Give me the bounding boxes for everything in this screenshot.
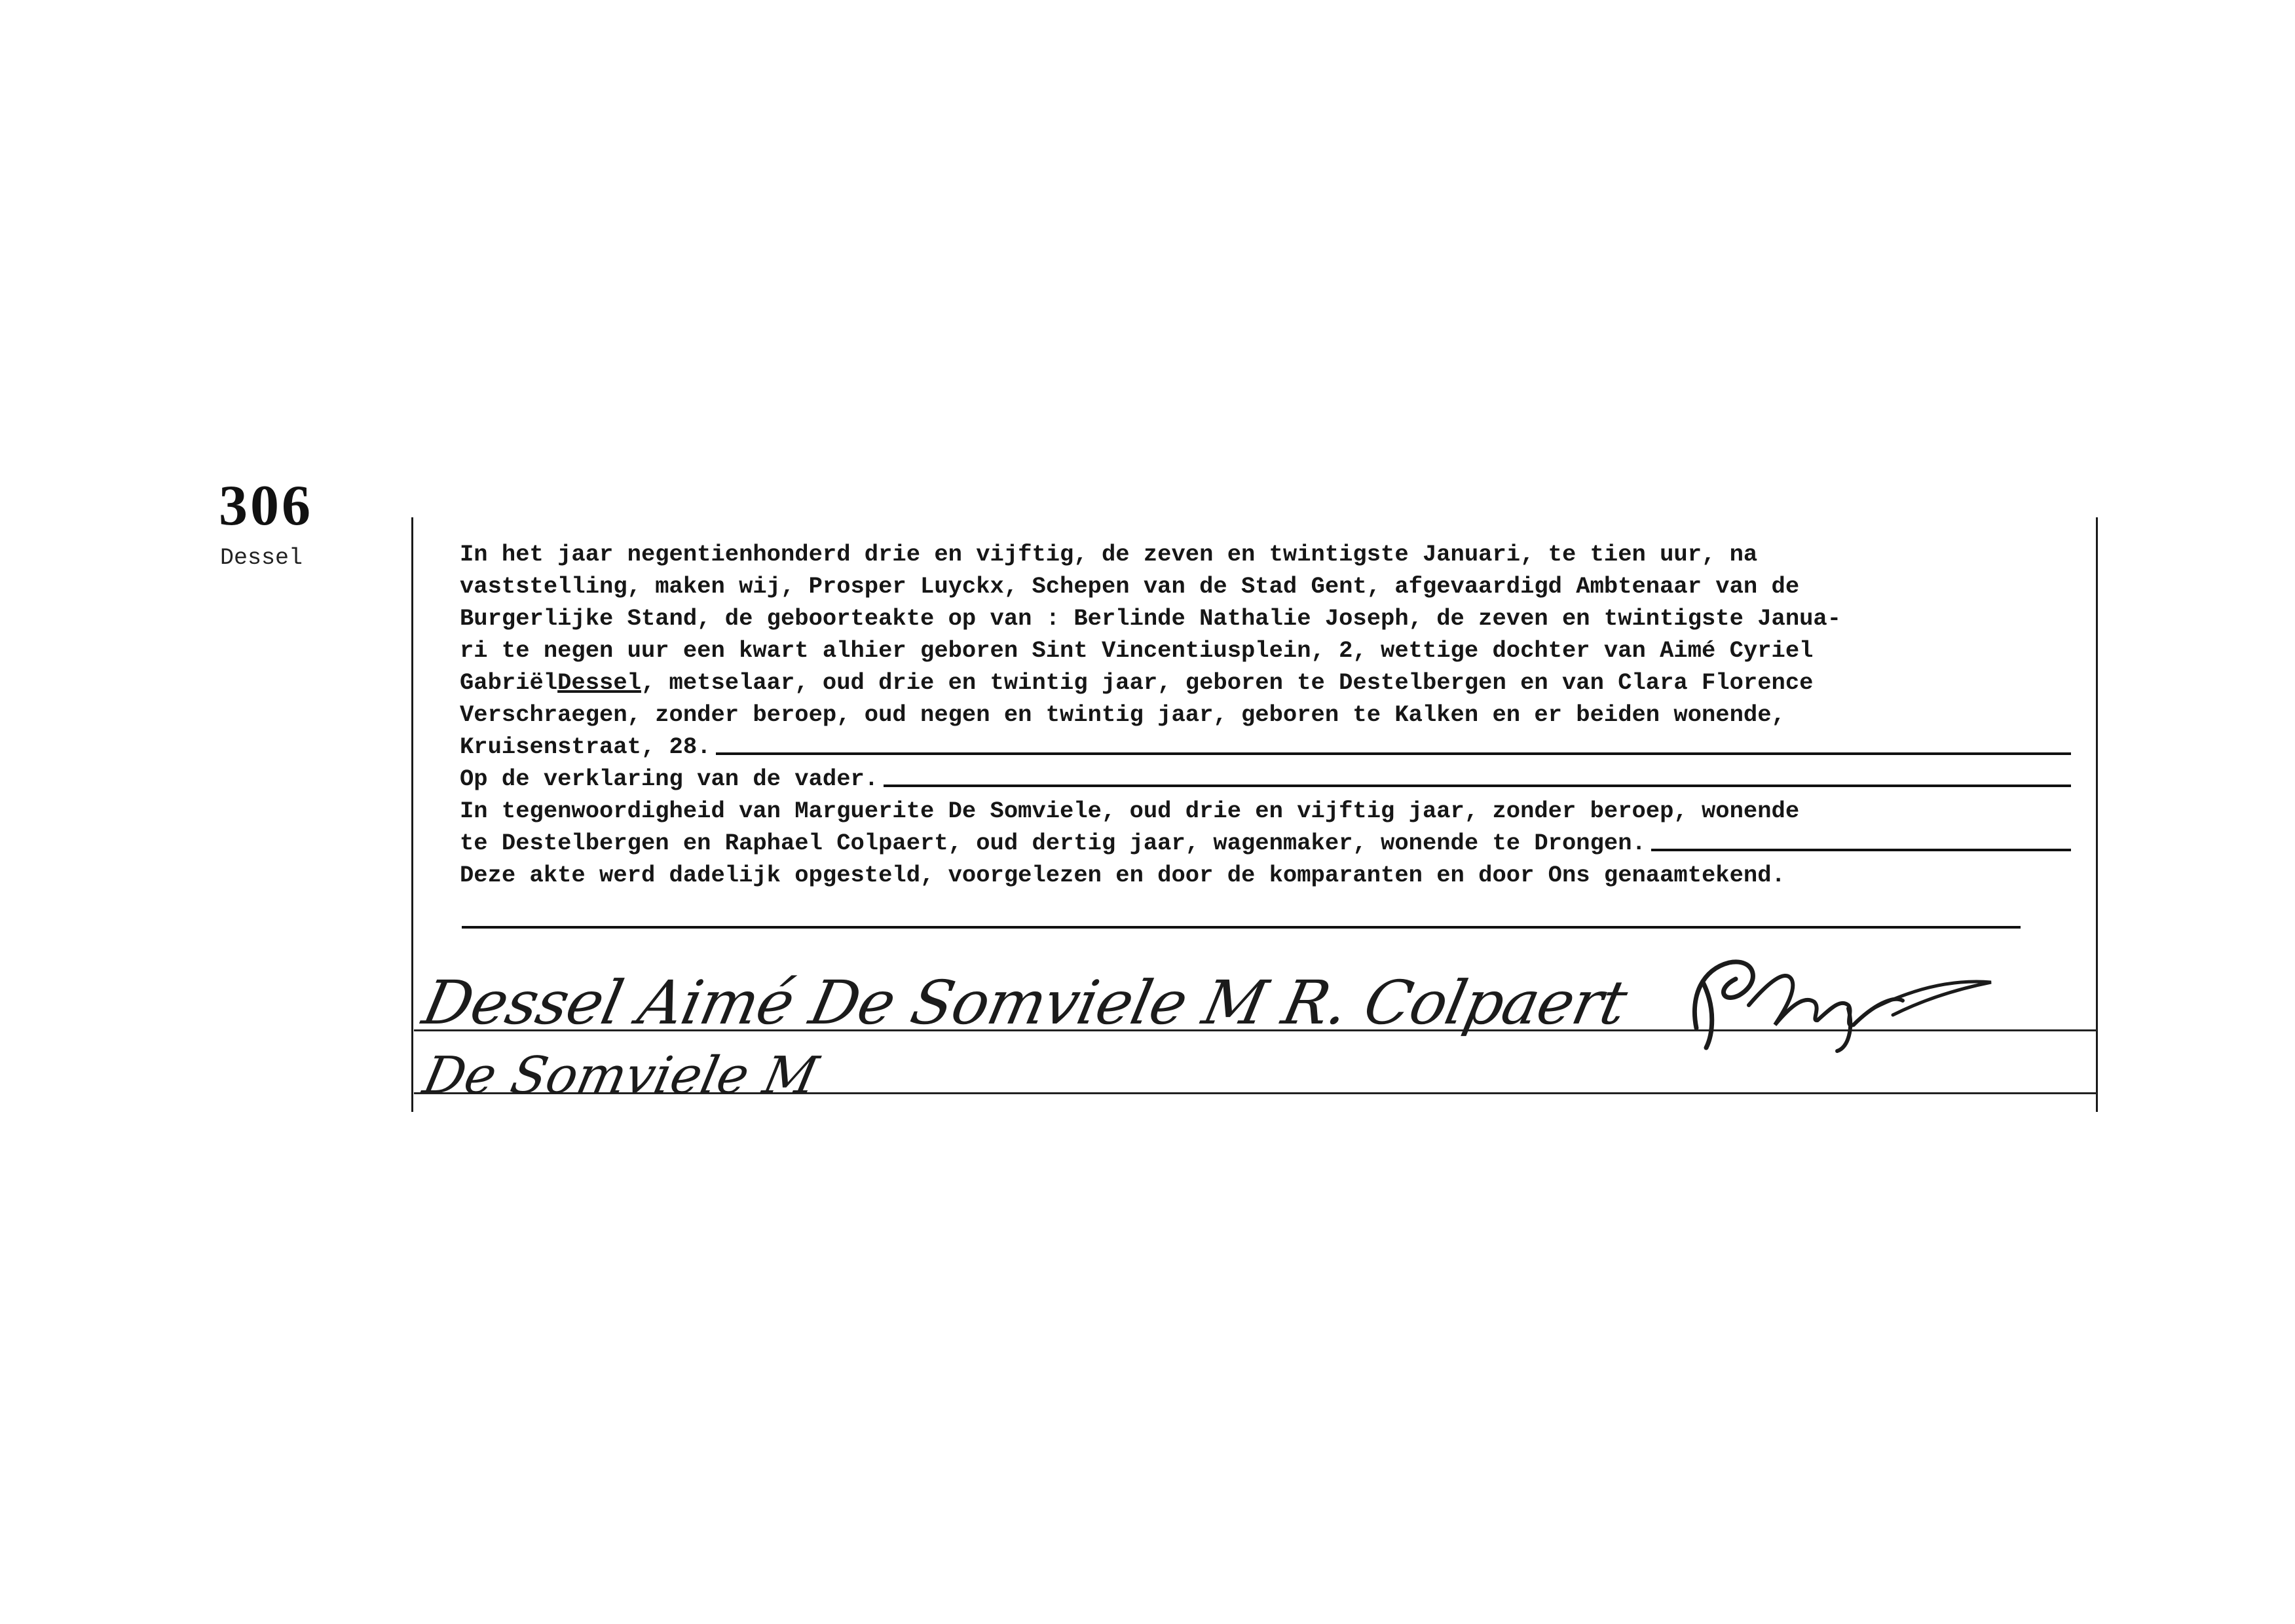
margin-surname: Dessel [220, 545, 303, 571]
act-line-1: In het jaar negentienhonderd drie en vijftig, de zeven en twintigste Januari, te tien uur, na [460, 541, 1758, 568]
act-line-10 [460, 827, 2097, 859]
act-line-2: vaststelling, maken wij, Prosper Luyckx, Schepen van de Stad Gent, afgevaardigd Ambtenaar van de [460, 573, 1800, 600]
witness-signature-second-line: De Somviele M [418, 1046, 823, 1105]
father-surname: Dessel [557, 669, 641, 696]
birth-act-text [460, 538, 2097, 891]
act-line-9: In tegenwoordigheid van Marguerite De Somviele, oud drie en vijftig jaar, zonder beroep, wonende [460, 798, 1800, 824]
witness-text: te Destelbergen en Raphael Colpaert, oud dertig jaar, wagenmaker, wonende te Drongen. [460, 830, 1646, 857]
act-line-3: Burgerlijke Stand, de geboorteakte op van : Berlinde Nathalie Joseph, de zeven en twintigste Janua- [460, 605, 1842, 632]
witness-signatures: Dessel Aimé De Somviele M R. Colpaert [417, 968, 1633, 1038]
fill-line [716, 752, 2071, 755]
fill-line [1651, 849, 2071, 851]
act-line-6: Verschraegen, zonder beroep, oud negen en twintig jaar, geboren te Kalken en er beiden wonende, [460, 701, 1785, 728]
left-border-line [411, 517, 413, 1112]
act-line-5-start: Gabriël [460, 669, 558, 696]
act-line-5 [460, 667, 2097, 699]
fill-line [884, 784, 2071, 787]
act-line-8 [460, 763, 2097, 795]
act-line-5-end: , metselaar, oud drie en twintig jaar, geboren te Destelbergen en van Clara Florence [641, 669, 1814, 696]
address-text: Kruisenstraat, 28. [460, 733, 711, 760]
closing-rule [462, 926, 2021, 929]
act-line-11: Deze akte werd dadelijk opgesteld, voorgelezen en door de komparanten en door Ons genaamtekend. [460, 862, 1785, 889]
act-line-4: ri te negen uur een kwart alhier geboren Sint Vincentiusplein, 2, wettige dochter van Aimé Cyriel [460, 637, 1814, 664]
official-signature-icon [1677, 943, 2017, 1054]
act-line-7 [460, 731, 2097, 763]
declaration-text: Op de verklaring van de vader. [460, 766, 879, 792]
record-number: 306 [219, 474, 313, 538]
